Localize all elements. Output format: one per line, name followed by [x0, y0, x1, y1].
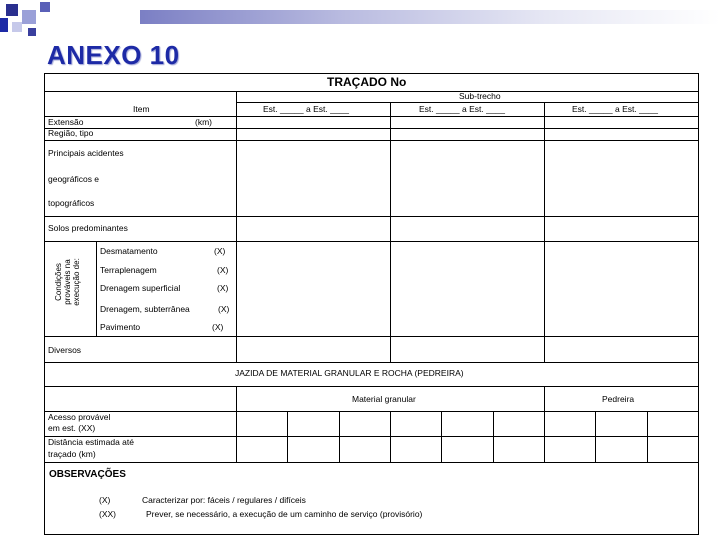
row-label-diversos: Diversos [48, 345, 82, 355]
note-key: (XX) [99, 509, 116, 519]
condition-mark: (X) [217, 283, 229, 293]
condition-label: Drenagem superficial [100, 283, 181, 293]
row-label-distancia: Distância estimada até [48, 437, 134, 447]
rule [595, 411, 596, 462]
station-range: Est. _____ a Est. ____ [419, 104, 506, 114]
rule [45, 411, 698, 412]
condition-label: Terraplenagem [100, 265, 157, 275]
rule [236, 91, 237, 362]
rule [45, 386, 698, 387]
note-text: Caracterizar por: fáceis / regulares / difíceis [142, 495, 306, 505]
rule [390, 411, 391, 462]
station-range: Est. _____ a Est. ____ [572, 104, 659, 114]
row-label-regiao: Região, tipo [48, 128, 94, 138]
unit-km: (km) [195, 117, 212, 127]
item-header: Item [133, 104, 150, 114]
rule [45, 140, 698, 141]
rule [647, 411, 648, 462]
row-label-extensao: Extensão [48, 117, 84, 127]
form-title: TRAÇADO No [327, 75, 407, 89]
deco-square [6, 4, 18, 16]
condition-mark: (X) [212, 322, 224, 332]
jazida-title: JAZIDA DE MATERIAL GRANULAR E ROCHA (PEDREIRA) [235, 368, 464, 378]
observacoes-title: OBSERVAÇÕES [49, 469, 126, 480]
rule [287, 411, 288, 462]
rule [236, 386, 237, 462]
condition-label: Desmatamento [100, 246, 158, 256]
subsection-label: Sub-trecho [459, 91, 501, 101]
condition-mark: (X) [214, 246, 226, 256]
rule [45, 362, 698, 363]
slide-header-decoration [0, 0, 720, 44]
deco-square [28, 28, 36, 36]
rule [441, 411, 442, 462]
rule [493, 411, 494, 462]
rule [544, 386, 545, 462]
rule [96, 241, 97, 336]
row-label-solos: Solos predominantes [48, 223, 128, 233]
condition-mark: (X) [217, 265, 229, 275]
gradient-band [140, 10, 720, 24]
row-label-acidentes: topográficos [48, 198, 95, 208]
rule [544, 102, 545, 362]
note-key: (X) [99, 495, 111, 505]
rule [236, 102, 698, 103]
rule [45, 241, 698, 242]
rule [45, 116, 698, 117]
station-range: Est. _____ a Est. ____ [263, 104, 350, 114]
row-label-distancia: traçado (km) [48, 449, 96, 459]
condition-mark: (X) [218, 304, 230, 314]
rule [390, 102, 391, 362]
rule [339, 411, 340, 462]
deco-square [22, 10, 36, 24]
deco-square [0, 18, 8, 32]
row-label-acidentes: Principais acidentes [48, 148, 124, 158]
condition-label: Pavimento [100, 322, 141, 332]
pedreira-header: Pedreira [602, 394, 635, 404]
deco-square [40, 2, 50, 12]
condition-label: Drenagem, subterrânea [100, 304, 190, 314]
rule [45, 336, 698, 337]
form-document [44, 73, 699, 535]
condicoes-label: Condições prováveis na execução de: [54, 258, 81, 306]
row-label-acesso: em est. (XX) [48, 423, 96, 433]
rule [45, 216, 698, 217]
row-label-acidentes: geográficos e [48, 174, 100, 184]
rule [45, 128, 698, 129]
rule [45, 436, 698, 437]
slide-title: ANEXO 10 [47, 40, 180, 70]
rule [45, 91, 698, 92]
rule [45, 462, 698, 463]
material-granular-header: Material granular [352, 394, 416, 404]
deco-square [12, 22, 22, 32]
row-label-acesso: Acesso provável [48, 412, 111, 422]
note-text: Prever, se necessário, a execução de um caminho de serviço (provisório) [146, 509, 423, 519]
